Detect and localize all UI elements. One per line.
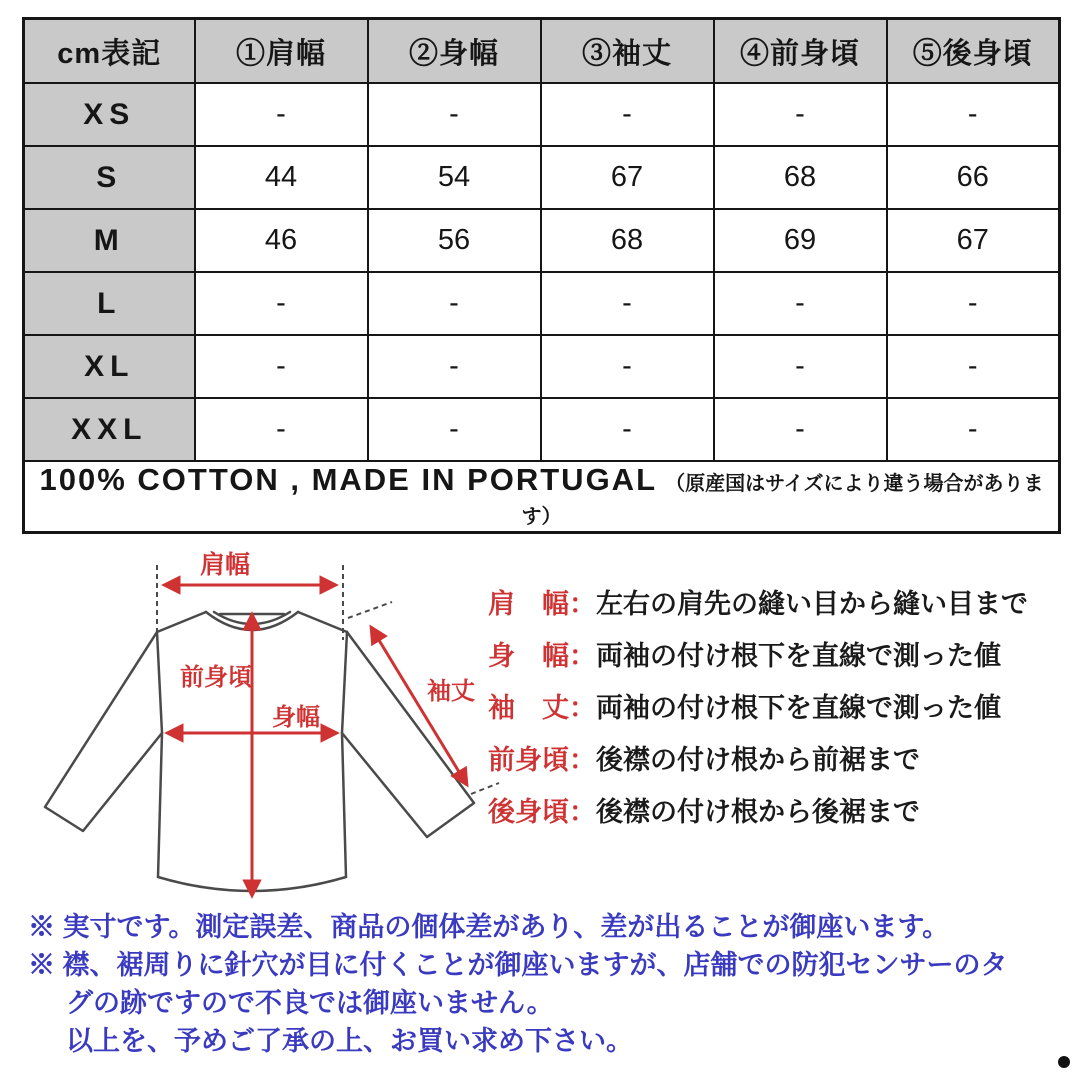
shirt-measurement-diagram — [0, 548, 500, 916]
definition-term: 肩 幅： — [488, 589, 596, 619]
shoulder-width-label: 肩幅 — [199, 551, 251, 579]
size-row-label: S — [24, 146, 195, 209]
definition-back-length — [488, 786, 1073, 838]
size-value-cell: - — [541, 272, 714, 335]
table-row-xs — [24, 83, 1060, 146]
definition-desc: 後襟の付け根から前裾まで — [596, 745, 920, 775]
size-value-cell: 46 — [195, 209, 368, 272]
size-value-cell: 54 — [368, 146, 541, 209]
size-value-cell: - — [368, 83, 541, 146]
size-value-cell: - — [541, 83, 714, 146]
size-value-cell: - — [887, 272, 1060, 335]
material-note — [24, 461, 1060, 533]
table-row-l — [24, 272, 1060, 335]
size-value-cell: - — [714, 335, 887, 398]
size-value-cell: - — [541, 398, 714, 461]
definition-desc: 両袖の付け根下を直線で測った値 — [596, 641, 1001, 671]
size-value-cell: 56 — [368, 209, 541, 272]
size-row-label: M — [24, 209, 195, 272]
size-table — [22, 17, 1061, 534]
size-row-label: XXL — [24, 398, 195, 461]
origin-note-text: （原産国はサイズにより違う場合があります） — [521, 473, 1044, 528]
table-row-xl — [24, 335, 1060, 398]
header-cell-back-length: ⑤後身頃 — [887, 19, 1060, 84]
measurement-definitions — [488, 578, 1073, 838]
size-value-cell: - — [195, 335, 368, 398]
note-line-2: ※ 襟、裾周りに針穴が目に付くことが御座いますが、店舗での防犯センサーのタ — [28, 950, 1008, 980]
body-width-label: 身幅 — [272, 704, 320, 731]
size-value-cell: - — [714, 272, 887, 335]
table-row-m — [24, 209, 1060, 272]
size-value-cell: - — [887, 398, 1060, 461]
note-line-1: ※ 実寸です。測定誤差、商品の個体差があり、差が出ることが御座います。 — [28, 912, 950, 942]
size-value-cell: - — [195, 272, 368, 335]
size-value-cell: - — [195, 83, 368, 146]
size-value-cell: - — [887, 83, 1060, 146]
size-value-cell: 66 — [887, 146, 1060, 209]
table-row-s — [24, 146, 1060, 209]
size-value-cell: 69 — [714, 209, 887, 272]
note-line-4: 以上を、予めご了承の上、お買い求め下さい。 — [66, 1026, 633, 1056]
size-row-label: L — [24, 272, 195, 335]
dot-mark — [1058, 1056, 1070, 1068]
size-value-cell: 68 — [714, 146, 887, 209]
table-footer-row — [24, 461, 1060, 533]
size-value-cell: - — [887, 335, 1060, 398]
size-value-cell: - — [195, 398, 368, 461]
measurement-arrows — [164, 585, 467, 896]
size-row-label: XL — [24, 335, 195, 398]
definition-term: 後身頃： — [488, 797, 596, 827]
size-value-cell: - — [714, 398, 887, 461]
size-value-cell: 67 — [887, 209, 1060, 272]
disclaimer-notes — [28, 908, 1068, 1060]
size-row-label: XS — [24, 83, 195, 146]
definition-desc: 左右の肩先の縫い目から縫い目まで — [596, 589, 1028, 619]
size-value-cell: 68 — [541, 209, 714, 272]
header-cell-unit: cm表記 — [24, 19, 195, 84]
size-value-cell: - — [368, 398, 541, 461]
definition-body-width — [488, 630, 1073, 682]
definition-sleeve — [488, 682, 1073, 734]
size-value-cell: 67 — [541, 146, 714, 209]
header-cell-shoulder: ①肩幅 — [195, 19, 368, 84]
definition-shoulder — [488, 578, 1073, 630]
front-length-label: 前身頃 — [180, 664, 252, 691]
material-note-text: 100% COTTON , MADE IN PORTUGAL — [39, 462, 658, 497]
sleeve-length-label: 袖丈 — [427, 678, 475, 705]
header-cell-body-width: ②身幅 — [368, 19, 541, 84]
note-line-3: グの跡ですので不良では御座いません。 — [66, 988, 554, 1018]
definition-desc: 後襟の付け根から後裾まで — [596, 797, 920, 827]
size-value-cell: - — [368, 272, 541, 335]
size-value-cell: - — [714, 83, 887, 146]
definition-term: 袖 丈： — [488, 693, 596, 723]
size-table-header-row — [24, 19, 1060, 84]
header-cell-sleeve: ③袖丈 — [541, 19, 714, 84]
definition-term: 前身頃： — [488, 745, 596, 775]
size-value-cell: - — [541, 335, 714, 398]
header-cell-front-length: ④前身頃 — [714, 19, 887, 84]
shirt-outline — [45, 612, 474, 891]
size-value-cell: - — [368, 335, 541, 398]
size-value-cell: 44 — [195, 146, 368, 209]
definition-desc: 両袖の付け根下を直線で測った値 — [596, 693, 1001, 723]
definition-front-length — [488, 734, 1073, 786]
definition-term: 身 幅： — [488, 641, 596, 671]
table-row-xxl — [24, 398, 1060, 461]
sleeve-length-arrow — [371, 627, 467, 785]
